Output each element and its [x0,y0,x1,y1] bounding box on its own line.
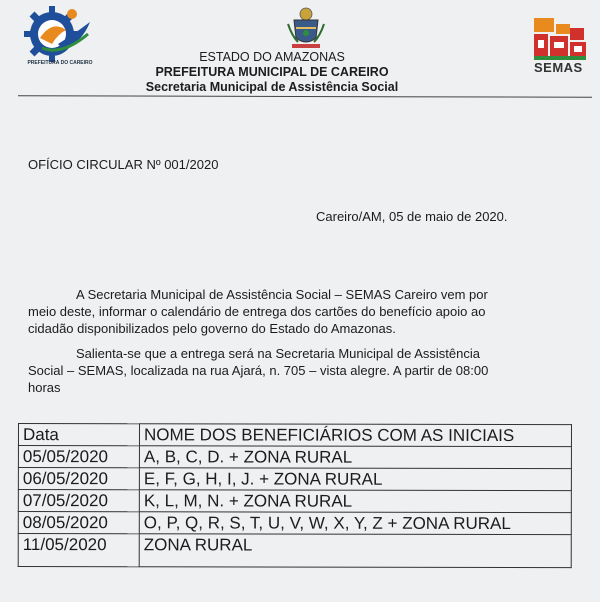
header-prefeitura: PREFEITURA MUNICIPAL DE CAREIRO [155,65,389,79]
header-secretaria: Secretaria Municipal de Assistência Social [145,80,399,94]
table-row [18,490,571,513]
header-date: Data [18,424,139,446]
row-initials: A, B, C, D. + ZONA RURAL [139,446,571,469]
document-reference: OFÍCIO CIRCULAR Nº 001/2020 [28,157,219,172]
paragraph-location-text: Salienta-se que a entrega será na Secretaria Municipal de Assistência Social – SEMAS, localizada na rua Ajará, n. 705 – vista alegre. A partir de 08:00 horas [28,346,489,395]
table-row [18,468,571,491]
place-and-date: Careiro/AM, 05 de maio de 2020. [316,209,508,224]
table-row [18,446,571,469]
paragraph-intro-text: A Secretaria Municipal de Assistência Social – SEMAS Careiro vem por meio deste, informar o calendário de entrega dos cartões do benefício apoio ao cidadão disponibilizados pelo governo do Estado do Amazonas. [28,287,488,336]
table-row [18,534,571,568]
table-row [18,512,571,535]
row-date: 08/05/2020 [18,512,139,534]
row-initials: E, F, G, H, I, J. + ZONA RURAL [139,468,571,491]
row-date: 11/05/2020 [18,534,139,567]
semas-logo-text: SEMAS [534,60,583,75]
delivery-schedule-table [18,423,572,568]
row-date: 07/05/2020 [18,490,139,512]
table-header-row [18,424,571,447]
paragraph-intro [28,286,514,337]
row-initials: ZONA RURAL [139,534,571,568]
row-date: 05/05/2020 [18,446,139,468]
paragraph-location [28,345,514,396]
row-initials: O, P, Q, R, S, T, U, V, W, X, Y, Z + ZONA RURAL [139,512,571,535]
header-state: ESTADO DO AMAZONAS [199,50,345,64]
state-crest-icon [284,6,328,50]
header-names: NOME DOS BENEFICIÁRIOS COM AS INICIAIS [139,424,571,447]
row-initials: K, L, M, N. + ZONA RURAL [139,490,571,513]
prefeitura-logo-caption: PREFEITURA DO CAREIRO [27,60,93,66]
header-divider [18,95,592,98]
row-date: 06/05/2020 [18,468,139,490]
